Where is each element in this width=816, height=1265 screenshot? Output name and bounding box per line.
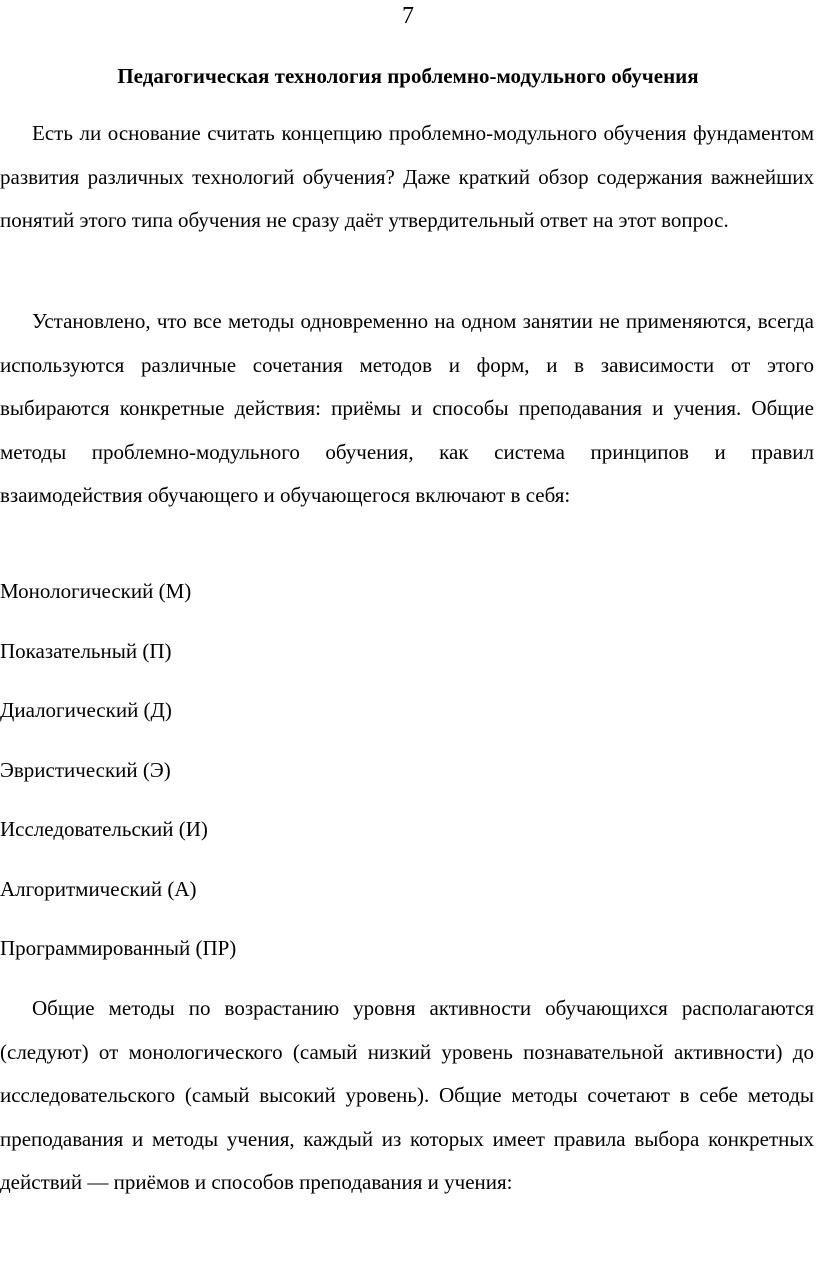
- method-item-demonstrative: Показательный (П): [0, 638, 172, 663]
- methods-list: [0, 570, 816, 987]
- paragraph-intro: Есть ли основание считать концепцию проблемно-модульного обучения фундаментом развития различных технологий обучения? Даже краткий обзор содержания важнейших понятий этого типа обучения не сразу даёт утвердительный ответ на этот вопрос.: [0, 121, 814, 232]
- paragraph-methods-intro: Установлено, что все методы одновременно на одном занятии не применяются, всегда используются различные сочетания методов и форм, и в зависимости от этого выбираются конкретные действия: приёмы и способы преподавания и учения. Общие методы проблемно-модульного обучения, как система принципов и правил взаимодействия обучающего и обучающегося включают в себя:: [0, 309, 814, 507]
- method-item-research: Исследовательский (И): [0, 817, 208, 841]
- method-item-heuristic: Эвристический (Э): [0, 757, 171, 782]
- paragraph-methods-order: Общие методы по возрастанию уровня активности обучающихся располагаются (следуют) от монологического (самый низкий уровень познавательной активности) до исследовательского (самый высокий уровень). Общие методы сочетают в себе методы преподавания и методы учения, каждый из которых имеет правила выбора конкретных действий — приёмов и способов преподавания и учения:: [0, 996, 814, 1194]
- method-item-monological: Монологический (М): [0, 579, 192, 603]
- method-item-algorithmic: Алгоритмический (А): [0, 876, 197, 901]
- method-item-programmed: Программированный (ПР): [0, 936, 237, 960]
- method-item-dialogical: Диалогический (Д): [0, 698, 172, 722]
- page-number: 7: [402, 3, 414, 29]
- document-title: Педагогическая технология проблемно-модульного обучения: [117, 64, 699, 88]
